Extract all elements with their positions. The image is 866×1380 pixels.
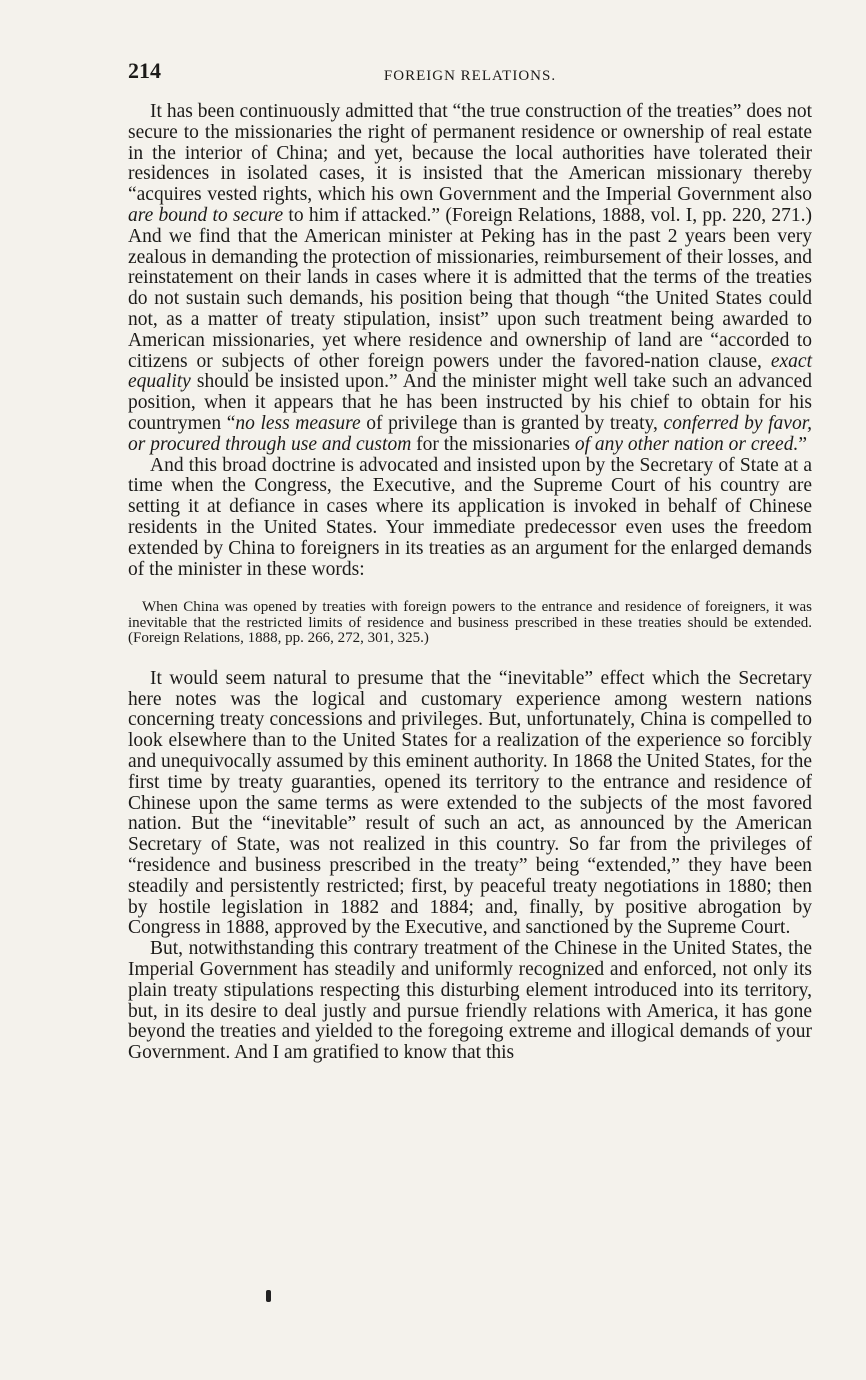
ink-mark [266,1290,271,1302]
block-quote: When China was opened by treaties with foreign powers to the entrance and residence of foreigners, it was inevitable that the restricted limits of residence and business prescribed in these treaties should be extended. (Foreign Relations, 1888, pp. 266, 272, 301, 325.) [128,599,812,647]
page-header [128,58,812,92]
paragraph-1-italic-a: are bound to secure [128,204,284,226]
paragraph-1-italic-d: exact equality [128,350,812,393]
paragraph-1-text-e: should be insisted upon.” And the minister might well take such an advanced position, when it appears that he has been instructed by his chief to obtain for his countrymen “ [128,371,812,434]
paragraph-4: But, notwithstanding this contrary treatment of the Chinese in the United States, the Imperial Government has steadily and uniformly recognized and enforced, not only its plain treaty stipulations respecting this disturbing element introduced into its territory, but, in its desire to deal justly and pursue friendly relations with America, it has gone beyond the treaties and yielded to the foregoing extreme and illogical demands of your Government. And I am gratified to know that this [128,938,812,1064]
page-number: 214 [128,58,161,83]
document-page [128,58,812,1064]
paragraph-1-text-c: to him if attacked.” (Foreign Relations, 1888, vol. I, pp. 220, 271.) And we find that the American minister at Peking has in the past 2 years been very zealous in demanding the protection of missionaries, reimbursement of their losses, and reinstatement on their lands in cases where it is admitted that the terms of the treaties do not sustain such demands, his position being that though “the United States could not, as a matter of treaty stipulation, insist” upon such treatment being awarded to American missionaries, yet where residence and ownership of land are “accorded to citizens or subjects of other foreign powers under the favored-nation clause, [128,204,812,372]
running-head: FOREIGN RELATIONS. [383,68,557,84]
paragraph-1-text-a: It has been continuously admitted that “the true construction of the treaties” does not secure to the missionaries the right of permanent residence or ownership of real estate in the interior of China; and yet, because the local authorities have tolerated their residences in isolated cases, it is insisted that the American missionary thereby “acquires vested rights, which his own Government and the Imperial Government also [128,101,812,206]
paragraph-1 [128,102,812,456]
paragraph-1-text-i: for the missionaries [411,433,575,455]
paragraph-1-italic-h: conferred by favor, or procured through use and custom [128,412,813,455]
paragraph-1-text-k: ” [798,433,807,455]
paragraph-1-text-g: of privilege than is granted by treaty, [360,412,664,434]
paragraph-3: It would seem natural to presume that the “inevitable” effect which the Secretary here notes was the logical and customary experience among western nations concerning treaty concessions and privileges. But, unfortunately, China is compelled to look elsewhere than to the United States for a realization of the experience so forcibly and unequivocally assumed by this eminent authority. In 1868 the United States, for the first time by treaty guaranties, opened its territory to the entrance and residence of Chinese upon the same terms as were extended to the subjects of the most favored nation. But the “inevitable” result of such an act, as announced by the American Secretary of State, was not realized in this country. So far from the privileges of “residence and business prescribed in the treaty” being “extended,” they have been steadily and persistently restricted; first, by peaceful treaty negotiations in 1880; then by hostile legislation in 1882 and 1884; and, finally, by positive abrogation by Congress in 1888, approved by the Executive, and sanctioned by the Supreme Court. [128,667,812,939]
paragraph-2: And this broad doctrine is advocated and insisted upon by the Secretary of State at a time when the Congress, the Executive, and the Supreme Court of his country are setting it at defiance in cases where its application is invoked in behalf of Chinese residents in the United States. Your immediate predecessor even uses the freedom extended by China to foreigners in its treaties as an argument for the enlarged demands of the minister in these words: [128,454,812,580]
paragraph-1-italic-f: no less measure [235,412,361,434]
paragraph-1-italic-j: of any other nation or creed. [574,433,799,455]
